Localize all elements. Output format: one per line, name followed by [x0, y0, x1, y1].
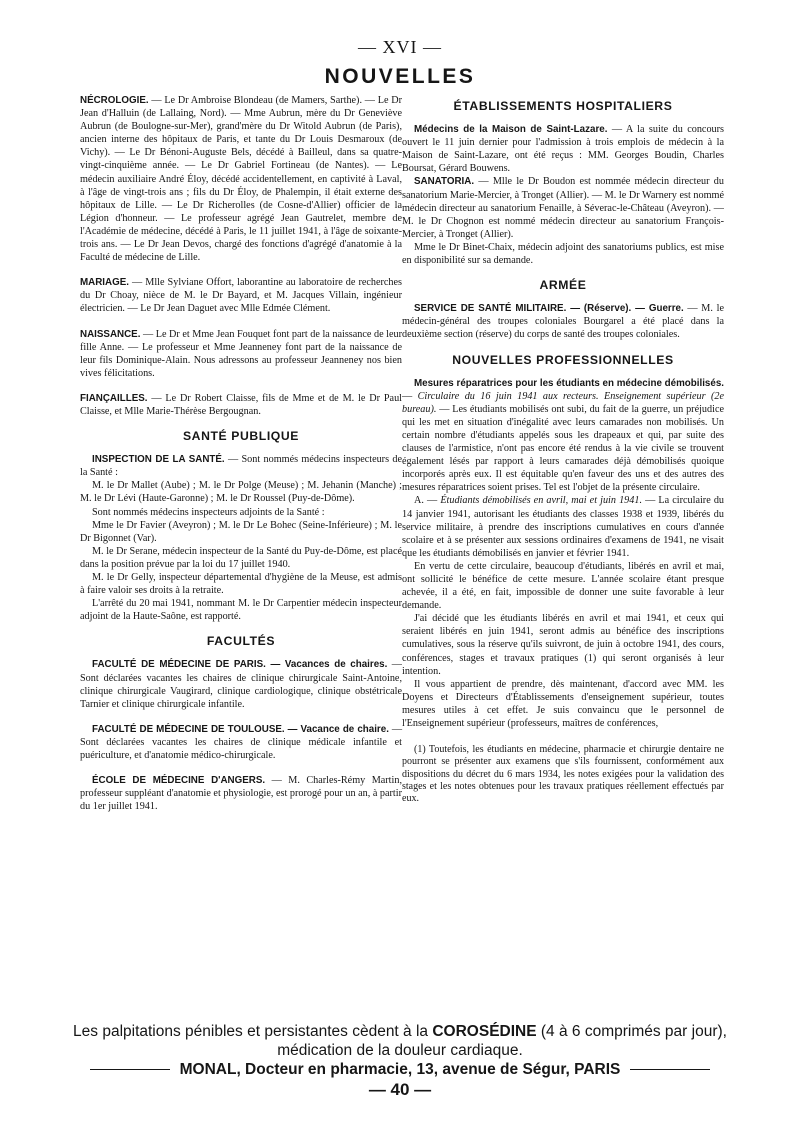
necrologie-entry	[80, 94, 402, 264]
faculte-toulouse-entry	[80, 723, 402, 762]
facultes-heading: FACULTÉS	[206, 634, 276, 649]
section-a-label: A. —	[414, 495, 441, 507]
page-title: NOUVELLES	[324, 65, 476, 88]
fiancailles-head: FIANÇAILLES.	[80, 392, 148, 404]
armee-heading: ARMÉE	[539, 278, 587, 293]
ad-line-3	[60, 1060, 740, 1079]
mariage-entry	[80, 276, 402, 315]
inspection-p7: L'arrêté du 20 mai 1941, nommant M. le Dr Carpentier médecin inspecteur adjoint de la Haute-Saône, est rapporté.	[80, 598, 402, 623]
faculte-paris-entry	[80, 658, 402, 710]
ad-address: MONAL, Docteur en pharmacie, 13, avenue de Ségur, PARIS	[179, 1061, 621, 1078]
etablissements-section	[402, 123, 724, 267]
ad-line1-pre: Les palpitations pénibles et persistantes cèdent à la	[73, 1023, 433, 1040]
faculte-paris-text: — Sont déclarées vacantes les chaires de clinique chirurgicale Saint-Antoine, clinique chirurgicale Vaugirard, clinique cardiologique, clinique obstétricale Tarnier et clinique chirurgicale infantile.	[80, 659, 402, 710]
ad-line1-post: (4 à 6 comprimés par jour),	[536, 1023, 727, 1040]
sante-publique-section	[80, 453, 402, 623]
footnote	[402, 744, 724, 805]
ad-rule-right	[630, 1069, 710, 1070]
st-lazare-head: Médecins de la Maison de Saint-Lazare.	[414, 124, 608, 136]
faculte-toulouse-head: FACULTÉ DE MÉDECINE DE TOULOUSE. — Vacance de chaire.	[92, 723, 389, 735]
faculte-toulouse-text: — Sont déclarées vacantes les chaires de clinique médicale infantile et puériculture, et d'anatomie médico-chirurgicale.	[80, 723, 402, 762]
inspection-p6: M. le Dr Gelly, inspecteur départemental d'hygiène de la Meuse, est admis à faire valoir ses droits à la retraite.	[80, 572, 402, 597]
sante-publique-heading: SANTÉ PUBLIQUE	[182, 429, 300, 444]
armee-head: SERVICE DE SANTÉ MILITAIRE. — (Réserve). — Guerre.	[414, 303, 684, 315]
section-a-text: — La circulaire du 14 janvier 1941, autorisant les étudiants des classes 1938 et 1939, libérés du service militaire, à prendre des inscriptions cumulatives en cours d'année scolaire et à se présenter aux sessions ordinaires d'examens de 1941, ne visait que les étudiants démobilisés en janvier et février 1941.	[402, 495, 725, 559]
necrologie-text: — Le Dr Ambroise Blondeau (de Mamers, Sarthe). — Le Dr Jean d'Halluin (de Lallaing, Nord). — Mme Aubrun, mère du Dr Geneviève Aubrun (de Boulogne-sur-Mer), grand'mère du Dr Witold Aubrun (de Paris), ancien interne des hôpitaux de Paris, et tante du Dr Louis Desmaroux (de Vichy). — Le Dr Bénoni-Auguste Bels, décédé à Bailleul, dans sa quatre-vingt-cinquième année. — Le Dr Gabriel Fortineau (de Nantes). — Le médecin auxiliaire André Éloy, décédé accidentellement, en captivité à Laval, à l'âge de vingt-trois ans ; fils du Dr Éloy, de Phalempin, il était externe des hôpitaux de Lille. — Le Dr Richerolles (de Cosne-d'Allier) officier de la Légion d'honneur. — Le professeur agrégé Jean Gautrelet, membre de l'Académie de médecine, décédé à Paris, le 11 juillet 1941, à l'âge de soixante-trois ans. — Le Dr Jean Devos, chargé des fonctions d'agrégé d'anatomie à la Faculté de médecine de Lille.	[80, 95, 402, 264]
inspection-p1: — Sont nommés médecins inspecteurs de la Santé :	[80, 454, 402, 479]
inspection-p4: Mme le Dr Favier (Aveyron) ; M. le Dr Le Bohec (Seine-Inférieure) ; M. le Dr Bigonnet (Var).	[80, 519, 402, 544]
binet-chaix-text: Mme le Dr Binet-Chaix, médecin adjoint des sanatoriums publics, est mise en disponibilité sur sa demande.	[402, 241, 724, 267]
ecole-angers-head: ÉCOLE DE MÉDECINE D'ANGERS.	[92, 775, 266, 787]
left-column	[80, 94, 402, 825]
page-roman-number: — XVI —	[358, 37, 442, 57]
mesures-p4: Il vous appartient de prendre, dès maintenant, d'accord avec MM. les Doyens et Directeurs d'Établissements d'enseignement supérieur, toutes mesures utiles à cet effet. Je suis convaincu que le personnel de l'Enseignement supérieur (professeurs, maîtres de conférences,	[402, 678, 724, 730]
ecole-angers-text: — M. Charles-Rémy Martin, professeur suppléant d'anatomie et physiologie, est prorogé pour un an, à partir du 1er juillet 1941.	[80, 775, 402, 813]
necrologie-head: NÉCROLOGIE.	[80, 95, 149, 106]
professionnelles-section: Mesures réparatrices pour les étudiants en médecine démobilisés. — Circulaire du 16 juin 1941 aux recteurs. Enseignement supérieur (2e bureau). — Les étudiants mobilisés ont subi, du fait de la guerre, un préjudice qui les met en situation d'inégalité avec leurs camarades non mobilisés. Un certain nombre d'étudiants appelés sous les drapeaux et qui, par suite des clauses de l'armistice, n'ont pas encore été rendus à la vie civile se trouvent également lésés par rapport à leurs camarades déjà démobilisés quoique incorporés après eux. Il est équitable qu'en faveur des uns et des autres des mesures réparatrices soient prises. Tel est l'objet de la présente circulaire. A. — Étudiants démobilisés en avril, mai et juin 1941. — La circulaire du 14 janvier 1941, autorisant les étudiants des classes 1938 et 1939, libérés du service militaire, à prendre des inscriptions cumulatives en cours d'année scolaire et à se présenter aux sessions ordinaires d'examens de 1941, ne visait que les étudiants démobilisés en janvier et février 1941. En vertu de cette circulaire, beaucoup d'étudiants, libérés en avril et mai, ont sollicité le bénéfice de cette mesure. L'année scolaire étant presque achevée, il a été, en fait, impossible de donner une suite favorable à leur demande. J'ai décidé que les étudiants libérés en avril et mai 1941, et ceux qui seraient libérés en juin 1941, seront admis au bénéfice des inscriptions cumulatives, sous la réserve qu'ils suivront, de juin à octobre 1941, des cours, conférences, stages et travaux pratiques (1) qui seront organisés à leur intention. Il vous appartient de prendre, dès maintenant, d'accord avec MM. les Doyens et Directeurs d'Établissements d'enseignement supérieur, toutes mesures utiles à cet effet. Je suis convaincu que le personnel de l'Enseignement supérieur (professeurs, maîtres de conférences, (1) Toutefois, les étudiants en médecine, pharmacie et chirurgie dentaire ne pourront se présenter aux examens que s'ils fournissent, conformément aux dispositions du décret du 6 mars 1934, les notes exigées pour la validation des stages et les notes obtenues pour les travaux pratiques réellement effectués par eux.	[402, 377, 725, 804]
mariage-text: — Mlle Sylviane Offort, laborantine au laboratoire de recherches du Dr Choay, nièce de M. le Dr Bayard, et M. Jacques Villain, ingénieur électricien. — Le Dr Jean Daguet avec Mlle Edmée Clément.	[80, 277, 402, 315]
professionnelles-heading: NOUVELLES PROFESSIONNELLES	[452, 352, 674, 367]
sanatoria-head: SANATORIA.	[414, 176, 475, 188]
page-number: — 40 —	[368, 1080, 432, 1099]
fiancailles-entry	[80, 392, 402, 418]
naissance-entry	[80, 328, 402, 380]
inspection-p3: Sont nommés médecins inspecteurs adjoints de la Santé :	[92, 506, 325, 518]
ad-line-2: médication de la douleur cardiaque.	[277, 1042, 523, 1059]
armee-section	[402, 302, 724, 341]
naissance-text: — Le Dr et Mme Jean Fouquet font part de la naissance de leur fille Anne. — Le professeur et Mme Jeanneney font part de la naissance de leur fils Dominique-Alain. Nous adressons au professeur Jeanneney nos bien vives félicitations.	[80, 328, 402, 379]
mesures-p3: J'ai décidé que les étudiants libérés en avril et mai 1941, et ceux qui seraient libérés en juin 1941, seront admis au bénéfice des inscriptions cumulatives, sous la réserve qu'ils suivront, de juin à octobre 1941, des cours, conférences, stages et travaux pratiques (1) qui seront organisés à leur intention.	[402, 613, 724, 677]
inspection-head: INSPECTION DE LA SANTÉ.	[92, 454, 225, 466]
mesures-p2: En vertu de cette circulaire, beaucoup d'étudiants, libérés en avril et mai, ont sollicité le bénéfice de cette mesure. L'année scolaire étant presque achevée, il a été, en fait, impossible de donner une suite favorable à leur demande.	[402, 560, 724, 612]
naissance-head: NAISSANCE.	[80, 328, 141, 340]
circulaire-ref: Circulaire du 16 juin 1941 aux recteurs. Enseignement supérieur (2e bureau).	[402, 390, 724, 415]
sanatoria-text: — Mlle le Dr Boudon est nommée médecin directeur du sanatorium Marie-Mercier, à Tronget (Allier). — M. le Dr Warnery est nommé médecin directeur au sanatorium Fenaille, à Séverac-le-Château (Aveyron). — M. le Dr Chognon est nommé médecin directeur au sanatorium François-Mercier, à Tronget (Allier).	[402, 176, 724, 240]
ecole-angers-entry	[80, 774, 402, 813]
footnote-text: (1) Toutefois, les étudiants en médecine, pharmacie et chirurgie dentaire ne pourront se présenter aux examens que s'ils fournissent, conformément aux dispositions du décret du 6 mars 1934, les notes exigées pour la validation des stages et les notes obtenues pour les travaux pratiques réellement effectués par eux.	[402, 744, 724, 804]
mesures-head: Mesures réparatrices pour les étudiants en médecine démobilisés.	[414, 377, 724, 389]
etablissements-heading: ÉTABLISSEMENTS HOSPITALIERS	[453, 99, 673, 113]
advertisement	[60, 1022, 740, 1079]
inspection-p2: M. le Dr Mallet (Aube) ; M. le Dr Polge (Meuse) ; M. Jehanin (Manche) ; M. le Dr Lévi (Haute-Garonne) ; M. le Dr Roussel (Puy-de-Dôme).	[80, 480, 402, 505]
ad-rule-left	[90, 1069, 170, 1070]
ad-brand: COROSÉDINE	[432, 1023, 537, 1040]
section-a-title: Étudiants démobilisés en avril, mai et juin 1941.	[440, 495, 643, 507]
armee-text: — M. le médecin-général des troupes coloniales Bourgarel a été placé dans la deuxième section (réserve) du corps de santé des troupes coloniales.	[402, 303, 724, 341]
faculte-paris-head: FACULTÉ DE MÉDECINE DE PARIS. — Vacances de chaires.	[92, 659, 388, 671]
right-column	[402, 94, 724, 817]
inspection-p5: M. le Dr Serane, médecin inspecteur de la Santé du Puy-de-Dôme, est placé dans la position prévue par la loi du 17 juillet 1940.	[80, 545, 402, 570]
ad-line-1	[60, 1022, 740, 1041]
st-lazare-text: — A la suite du concours ouvert le 11 juin dernier pour l'admission à trois emplois de médecin à la Maison de Saint-Lazare, ont été reçus : MM. Georges Boudin, Charles Boursat, Gérard Bouwens.	[402, 124, 724, 175]
fiancailles-text: — Le Dr Robert Claisse, fils de Mme et de M. le Dr Paul Claisse, et Mlle Marie-Thérèse Bergougnan.	[80, 392, 402, 417]
mariage-head: MARIAGE.	[80, 277, 129, 289]
mesures-p1: — Les étudiants mobilisés ont subi, du fait de la guerre, un préjudice qui les met en situation d'inégalité avec leurs camarades non mobilisés. Un certain nombre d'étudiants appelés sous les drapeaux et qui, par suite des clauses de l'armistice, n'ont pas encore été rendus à la vie civile se trouvent également lésés par rapport à leurs camarades déjà démobilisés quoique incorporés après eux. Il est équitable qu'en faveur des uns et des autres des mesures réparatrices soient prises. Tel est l'objet de la présente circulaire.	[402, 403, 724, 494]
